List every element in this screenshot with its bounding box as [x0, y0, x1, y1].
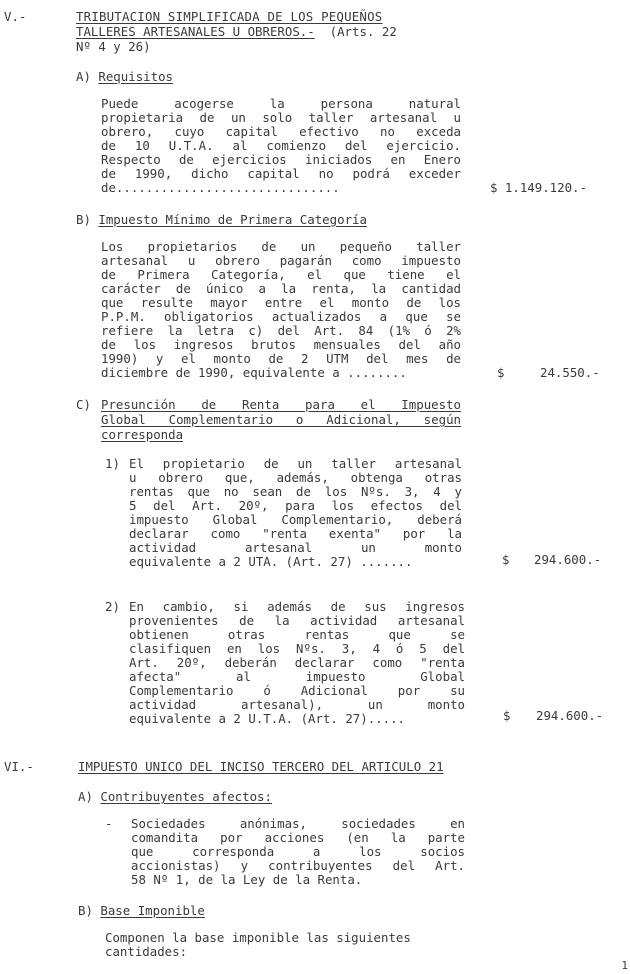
vi-a-line-5: 58 Nº 1, de la Ley de la Renta. [131, 872, 363, 887]
section-v-a-heading: A) Requisitos [76, 69, 173, 84]
v-b-line-5: que resulte mayor entre el monto de los [101, 295, 461, 310]
section-v-title-line3: Nº 4 y 26) [76, 39, 151, 54]
v-a-line-2: propietaria de un solo taller artesanal u [101, 110, 461, 125]
section-vi-a-heading: A) Contribuyentes afectos: [78, 789, 272, 804]
v-a-line-4: de 10 U.T.A. al comienzo del ejercicio. [101, 138, 461, 153]
v-a-line-3: obrero, cuyo capital efectivo no exceda [101, 124, 461, 139]
v-c-item2-line-7: Complementario ó Adicional por su [129, 683, 465, 698]
v-a-amount: $ 1.149.120.- [490, 180, 587, 195]
vi-a-dash: - [105, 816, 113, 831]
v-c-item1-amount-symbol: $ [502, 552, 510, 567]
v-c-item1-number: 1) [105, 456, 120, 471]
section-vi-b-heading: B) Base Imponible [78, 903, 205, 918]
v-b-line-4: carácter de único a la renta, la cantidad [101, 281, 461, 296]
v-c-item2-line-1: En cambio, si además de sus ingresos [129, 599, 465, 614]
v-b-line-6: P.P.M. obligatorios actualizados a que se [101, 309, 461, 324]
vi-a-line-3: que corresponda a los socios [131, 844, 465, 859]
v-c-heading-line-1: Presunción de Renta para el Impuesto [101, 397, 461, 412]
vi-a-line-1: Sociedades anónimas, sociedades en [131, 816, 465, 831]
v-b-line-9: 1990) y el monto de 2 UTM del mes de [101, 351, 461, 366]
section-v-c-prefix: C) [76, 397, 91, 412]
section-vi-numeral: VI.- [4, 759, 34, 774]
v-a-line-7: de.............................. [101, 180, 340, 195]
v-c-item1-amount: 294.600.- [534, 552, 602, 567]
section-v-title-line2: TALLERES ARTESANALES U OBREROS.- (Arts. 22 [76, 24, 397, 39]
v-b-line-10: diciembre de 1990, equivalente a ........ [101, 365, 407, 380]
v-b-line-7: refiere la letra c) del Art. 84 (1% ó 2% [101, 323, 461, 338]
v-b-line-2: artesanal u obrero pagarán como impuesto [101, 253, 461, 268]
v-b-line-3: de Primera Categoría, el que tiene el [101, 267, 461, 282]
v-c-item1-line-7: actividad artesanal un monto [129, 540, 462, 555]
section-v-b-heading: B) Impuesto Mínimo de Primera Categoría [76, 212, 367, 227]
v-a-line-1: Puede acogerse la persona natural [101, 96, 461, 111]
v-c-heading-line-2: Global Complementario o Adicional, según [101, 412, 461, 427]
vi-a-line-2: comandita por acciones (en la parte [131, 830, 465, 845]
v-c-heading-line-3: corresponda [101, 427, 184, 442]
v-c-item2-amount: 294.600.- [536, 708, 604, 723]
vi-b-line-1: Componen la base imponible las siguientes [105, 930, 411, 945]
v-c-item2-line-6: afecta" al impuesto Global [129, 669, 465, 684]
v-c-item2-line-3: obtienen otras rentas que se [129, 627, 465, 642]
v-b-line-1: Los propietarios de un pequeño taller [101, 239, 461, 254]
v-c-item1-line-2: u obrero que, además, obtenga otras [129, 470, 462, 485]
section-v-title-line1: TRIBUTACION SIMPLIFICADA DE LOS PEQUEÑOS [76, 9, 383, 24]
section-vi-title: IMPUESTO UNICO DEL INCISO TERCERO DEL ARTICULO 21 [78, 759, 444, 774]
v-b-amount: 24.550.- [540, 365, 600, 380]
vi-b-line-2: cantidades: [105, 944, 188, 959]
v-c-item1-line-5: impuesto Global Complementario, deberá [129, 512, 462, 527]
v-b-amount-symbol: $ [497, 365, 505, 380]
v-c-item2-number: 2) [105, 599, 120, 614]
v-c-item2-line-5: Art. 20º, deberán declarar como "renta [129, 655, 465, 670]
v-c-item2-line-4: clasifiquen en los Nºs. 3, 4 ó 5 del [129, 641, 465, 656]
v-c-item1-line-8: equivalente a 2 UTA. (Art. 27) ....... [129, 554, 413, 569]
v-c-item2-line-9: equivalente a 2 U.T.A. (Art. 27)..... [129, 711, 406, 726]
v-b-line-8: de los ingresos brutos mensuales del año [101, 337, 461, 352]
v-c-item1-line-3: rentas que no sean de los Nºs. 3, 4 y [129, 484, 462, 499]
v-a-line-6: de 1990, dicho capital no podrá exceder [101, 166, 461, 181]
v-c-item2-amount-symbol: $ [503, 708, 511, 723]
vi-a-line-4: accionistas) y contribuyentes del Art. [131, 858, 465, 873]
v-c-item2-line-2: provenientes de la actividad artesanal [129, 613, 465, 628]
v-c-item1-line-6: declarar como "renta exenta" por la [129, 526, 462, 541]
v-a-line-5: Respecto de ejercicios iniciados en Enero [101, 152, 461, 167]
v-c-item2-line-8: actividad artesanal), un monto [129, 697, 465, 712]
v-c-item1-line-4: 5 del Art. 20º, para los efectos del [129, 498, 462, 513]
v-c-item1-line-1: El propietario de un taller artesanal [129, 456, 462, 471]
section-v-numeral: V.- [4, 9, 27, 24]
page-number: 1 [621, 959, 628, 973]
